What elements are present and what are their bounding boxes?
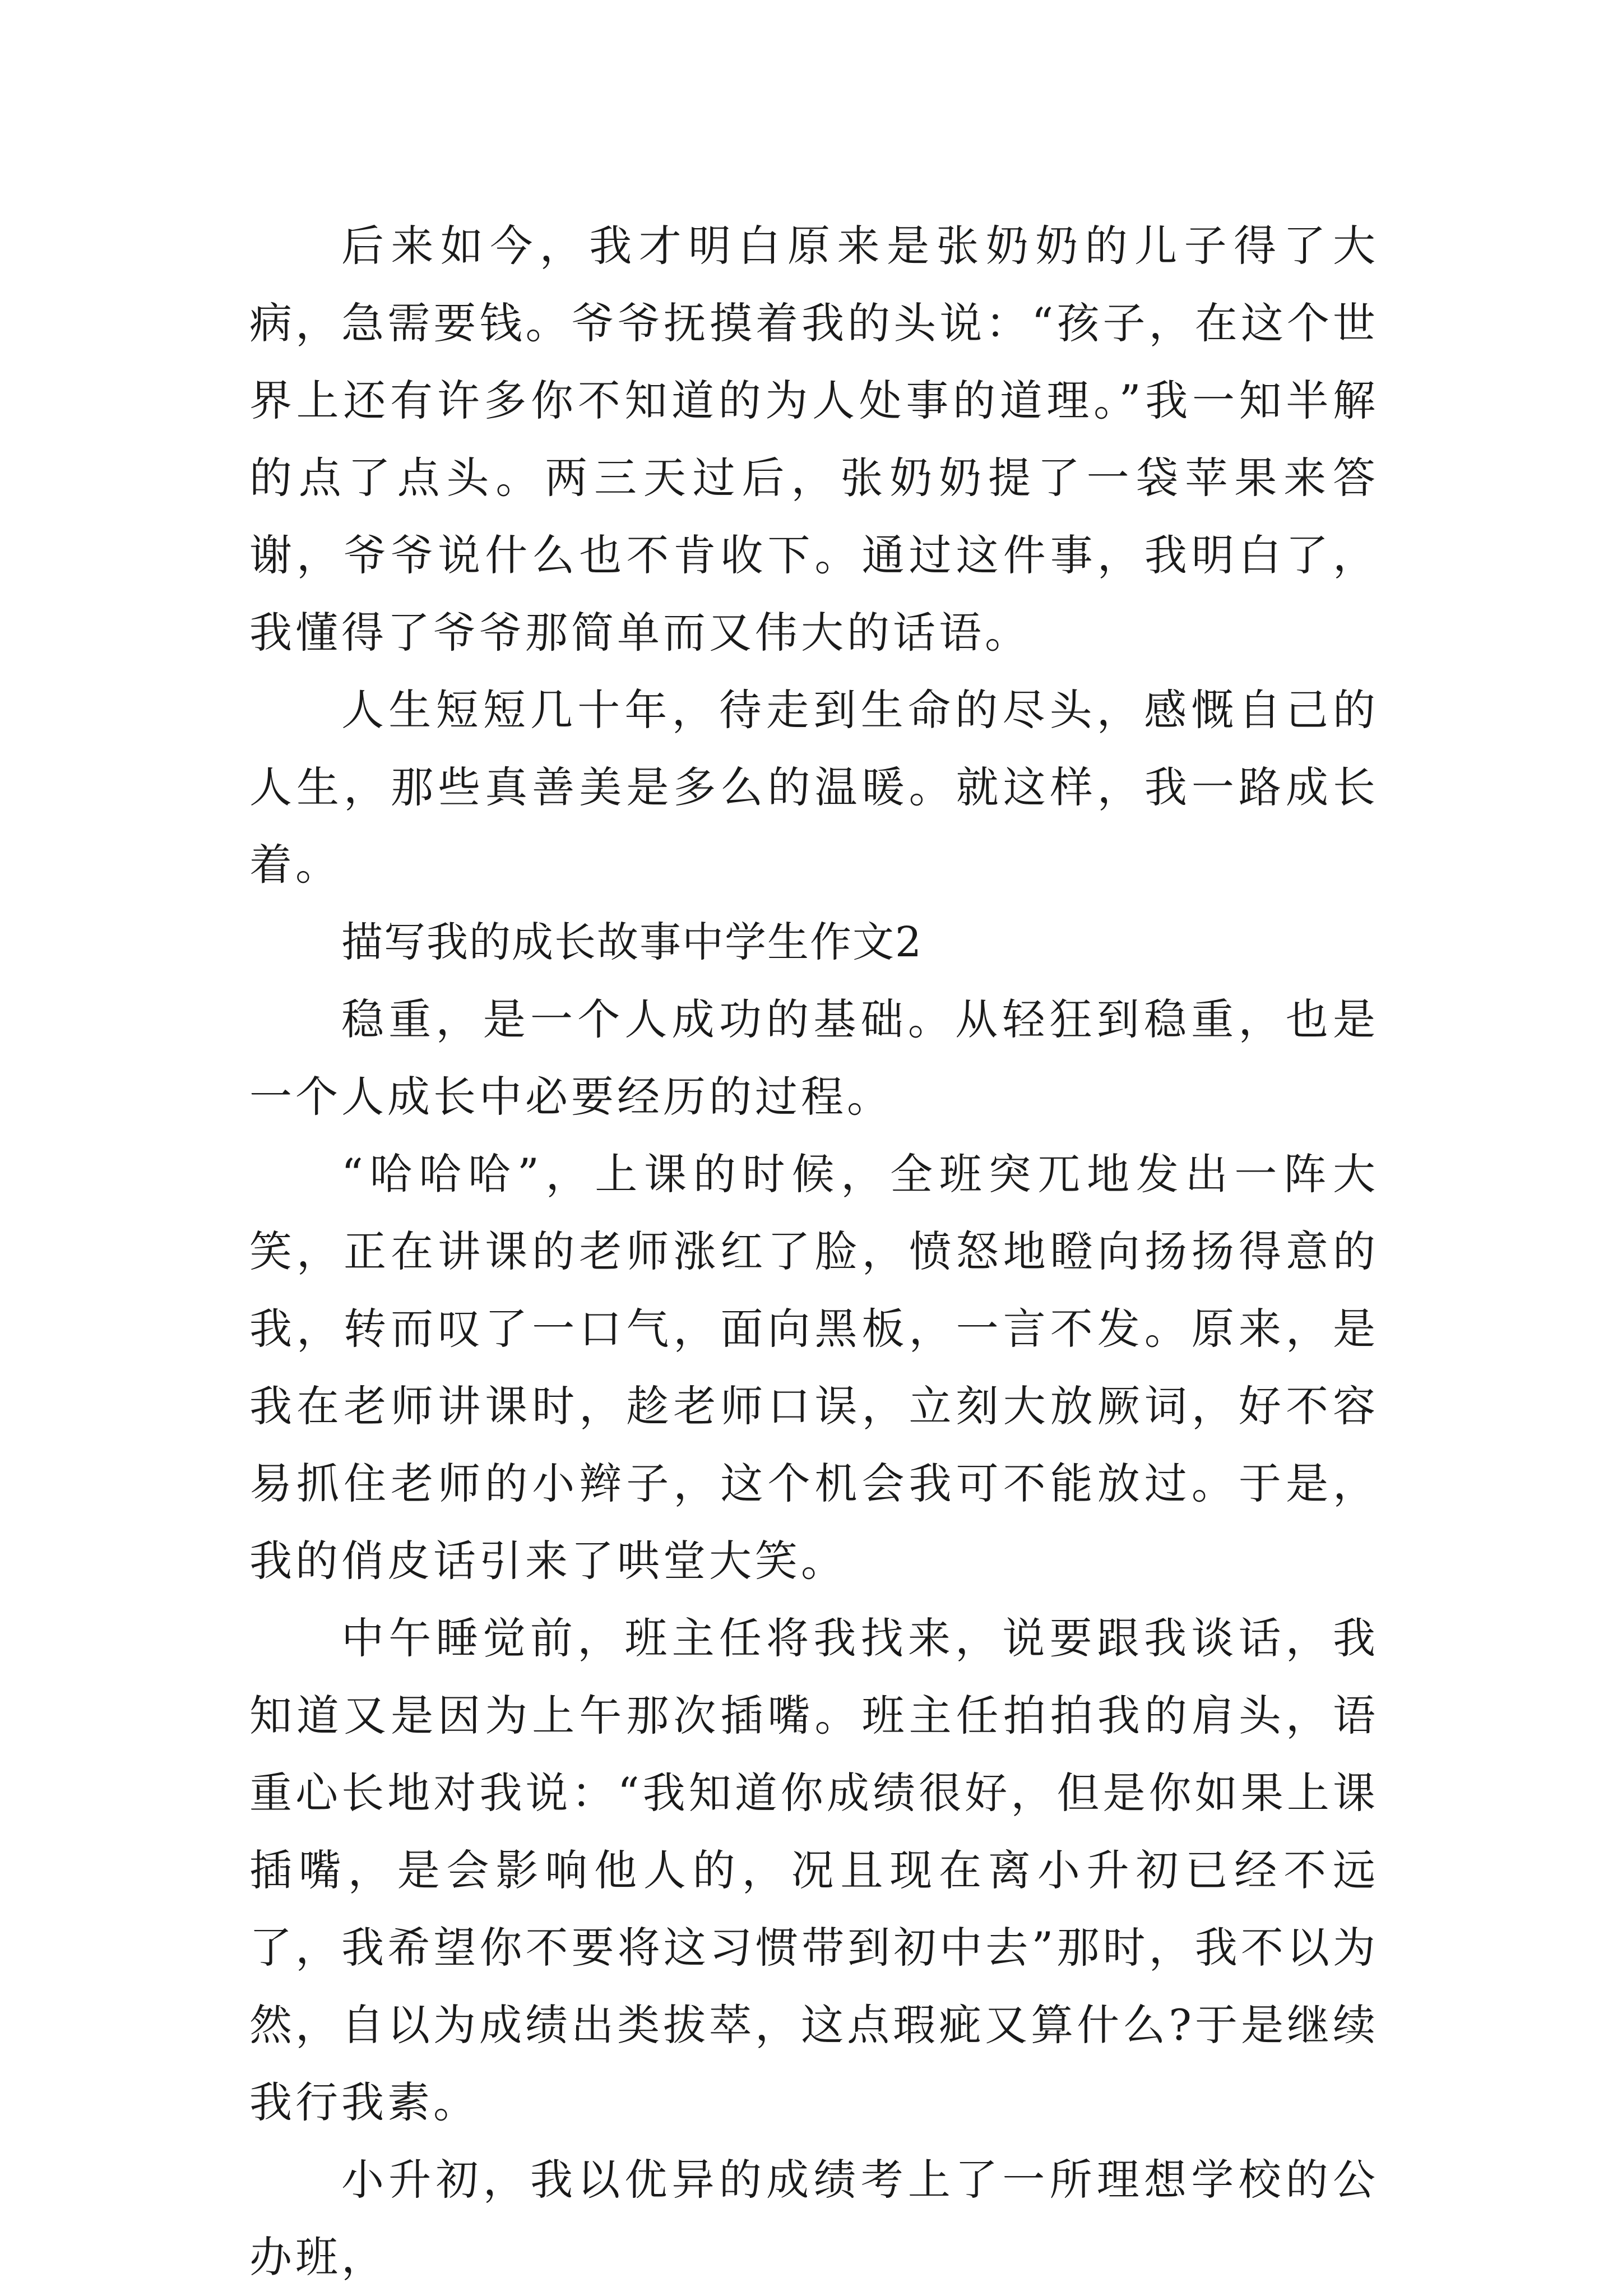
paragraph-3: 稳重，是一个人成功的基础。从轻狂到稳重，也是一个人成长中必要经历的过程。	[249, 994, 1379, 1122]
paragraph-6: 小升初，我以优异的成绩考上了一所理想学校的公办班，	[249, 2155, 1379, 2282]
paragraph-5: 中午睡觉前，班主任将我找来，说要跟我谈话，我知道又是因为上午那次插嘴。班主任拍拍我的肩头，语重心长地对我说：“我知道你成绩很好，但是你如果上课插嘴，是会影响他人的，况且现在离小升初已经不远了，我希望你不要将这习惯带到初中去”那时，我不以为然，自以为成绩出类拔萃，这点瑕疵又算什么?于是继续我行我素。	[249, 1613, 1379, 2127]
essay-heading: 描写我的成长故事中学生作文2	[341, 918, 923, 966]
paragraph-4: “哈哈哈”，上课的时候，全班突兀地发出一阵大笑，正在讲课的老师涨红了脸，愤怒地瞪向扬扬得意的我，转而叹了一口气，面向黑板，一言不发。原来，是我在老师讲课时，趁老师口误，立刻大放厥词，好不容易抓住老师的小辫子，这个机会我可不能放过。于是，我的俏皮话引来了哄堂大笑。	[249, 1149, 1379, 1586]
document-body	[249, 207, 1379, 2296]
paragraph-1: 后来如今，我才明白原来是张奶奶的儿子得了大病，急需要钱。爷爷抚摸着我的头说：“孩子，在这个世界上还有许多你不知道的为人处事的道理。”我一知半解的点了点头。两三天过后，张奶奶提了一袋苹果来答谢，爷爷说什么也不肯收下。通过这件事，我明白了，我懂得了爷爷那简单而又伟大的话语。	[249, 221, 1379, 658]
paragraph-2: 人生短短几十年，待走到生命的尽头，感慨自己的人生，那些真善美是多么的温暖。就这样，我一路成长着。	[249, 685, 1379, 890]
